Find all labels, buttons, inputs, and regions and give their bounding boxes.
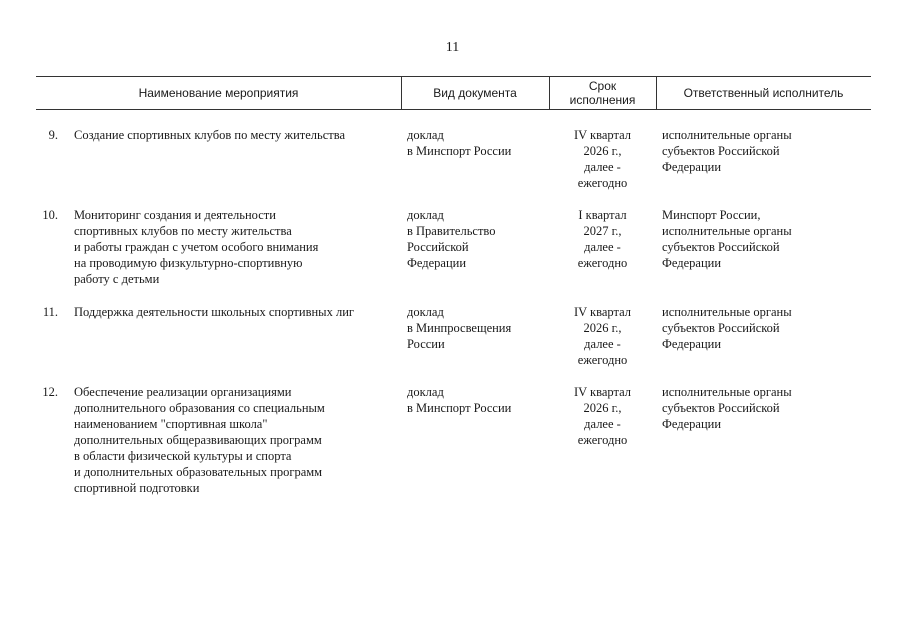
- row-doc-type: доклад в Правительство Российской Федерации: [407, 208, 496, 270]
- row-responsible: исполнительные органы субъектов Российской Федерации: [662, 128, 792, 174]
- row-number: 11.: [42, 305, 58, 319]
- row-doc-type: доклад в Минспорт России: [407, 128, 512, 158]
- row-number: 9.: [48, 128, 58, 142]
- row-activity-name: Мониторинг создания и деятельности спортивных клубов по месту жительства и работы граждан с учетом особого внимания на проводимую физкультурно-спортивную работу с детьми: [74, 208, 319, 286]
- row-responsible: Минспорт России, исполнительные органы субъектов Российской Федерации: [662, 208, 792, 270]
- row-responsible: исполнительные органы субъектов Российской Федерации: [662, 385, 792, 431]
- table-header-bottom-rule: [36, 109, 871, 110]
- row-term: IV квартал 2026 г., далее - ежегодно: [573, 385, 632, 447]
- column-header-responsible: Ответственный исполнитель: [683, 85, 844, 100]
- row-term: IV квартал 2026 г., далее - ежегодно: [573, 305, 632, 367]
- row-activity-name: Поддержка деятельности школьных спортивных лиг: [74, 305, 355, 319]
- row-number: 10.: [42, 208, 58, 222]
- row-activity-name: Обеспечение реализации организациями дополнительного образования со специальным наименованием "спортивная школа" дополнительных общеразвивающих программ в области физической культуры и спорта и дополнительных образовательных программ спортивной подготовки: [74, 385, 325, 495]
- row-term: IV квартал 2026 г., далее - ежегодно: [573, 128, 632, 190]
- row-term: I квартал 2027 г., далее - ежегодно: [577, 208, 628, 270]
- row-number: 12.: [42, 385, 58, 399]
- column-header-term: [549, 76, 656, 109]
- row-activity-name: Создание спортивных клубов по месту жительства: [74, 128, 346, 142]
- row-doc-type: доклад в Минспорт России: [407, 385, 512, 415]
- row-responsible: исполнительные органы субъектов Российской Федерации: [662, 305, 792, 351]
- column-header-term-label: Срок исполнения: [569, 78, 636, 107]
- page-number: 11: [445, 40, 460, 55]
- column-header-name: Наименование мероприятия: [138, 85, 299, 100]
- column-header-doc-type: Вид документа: [433, 85, 517, 100]
- row-doc-type: доклад в Минпросвещения России: [407, 305, 512, 351]
